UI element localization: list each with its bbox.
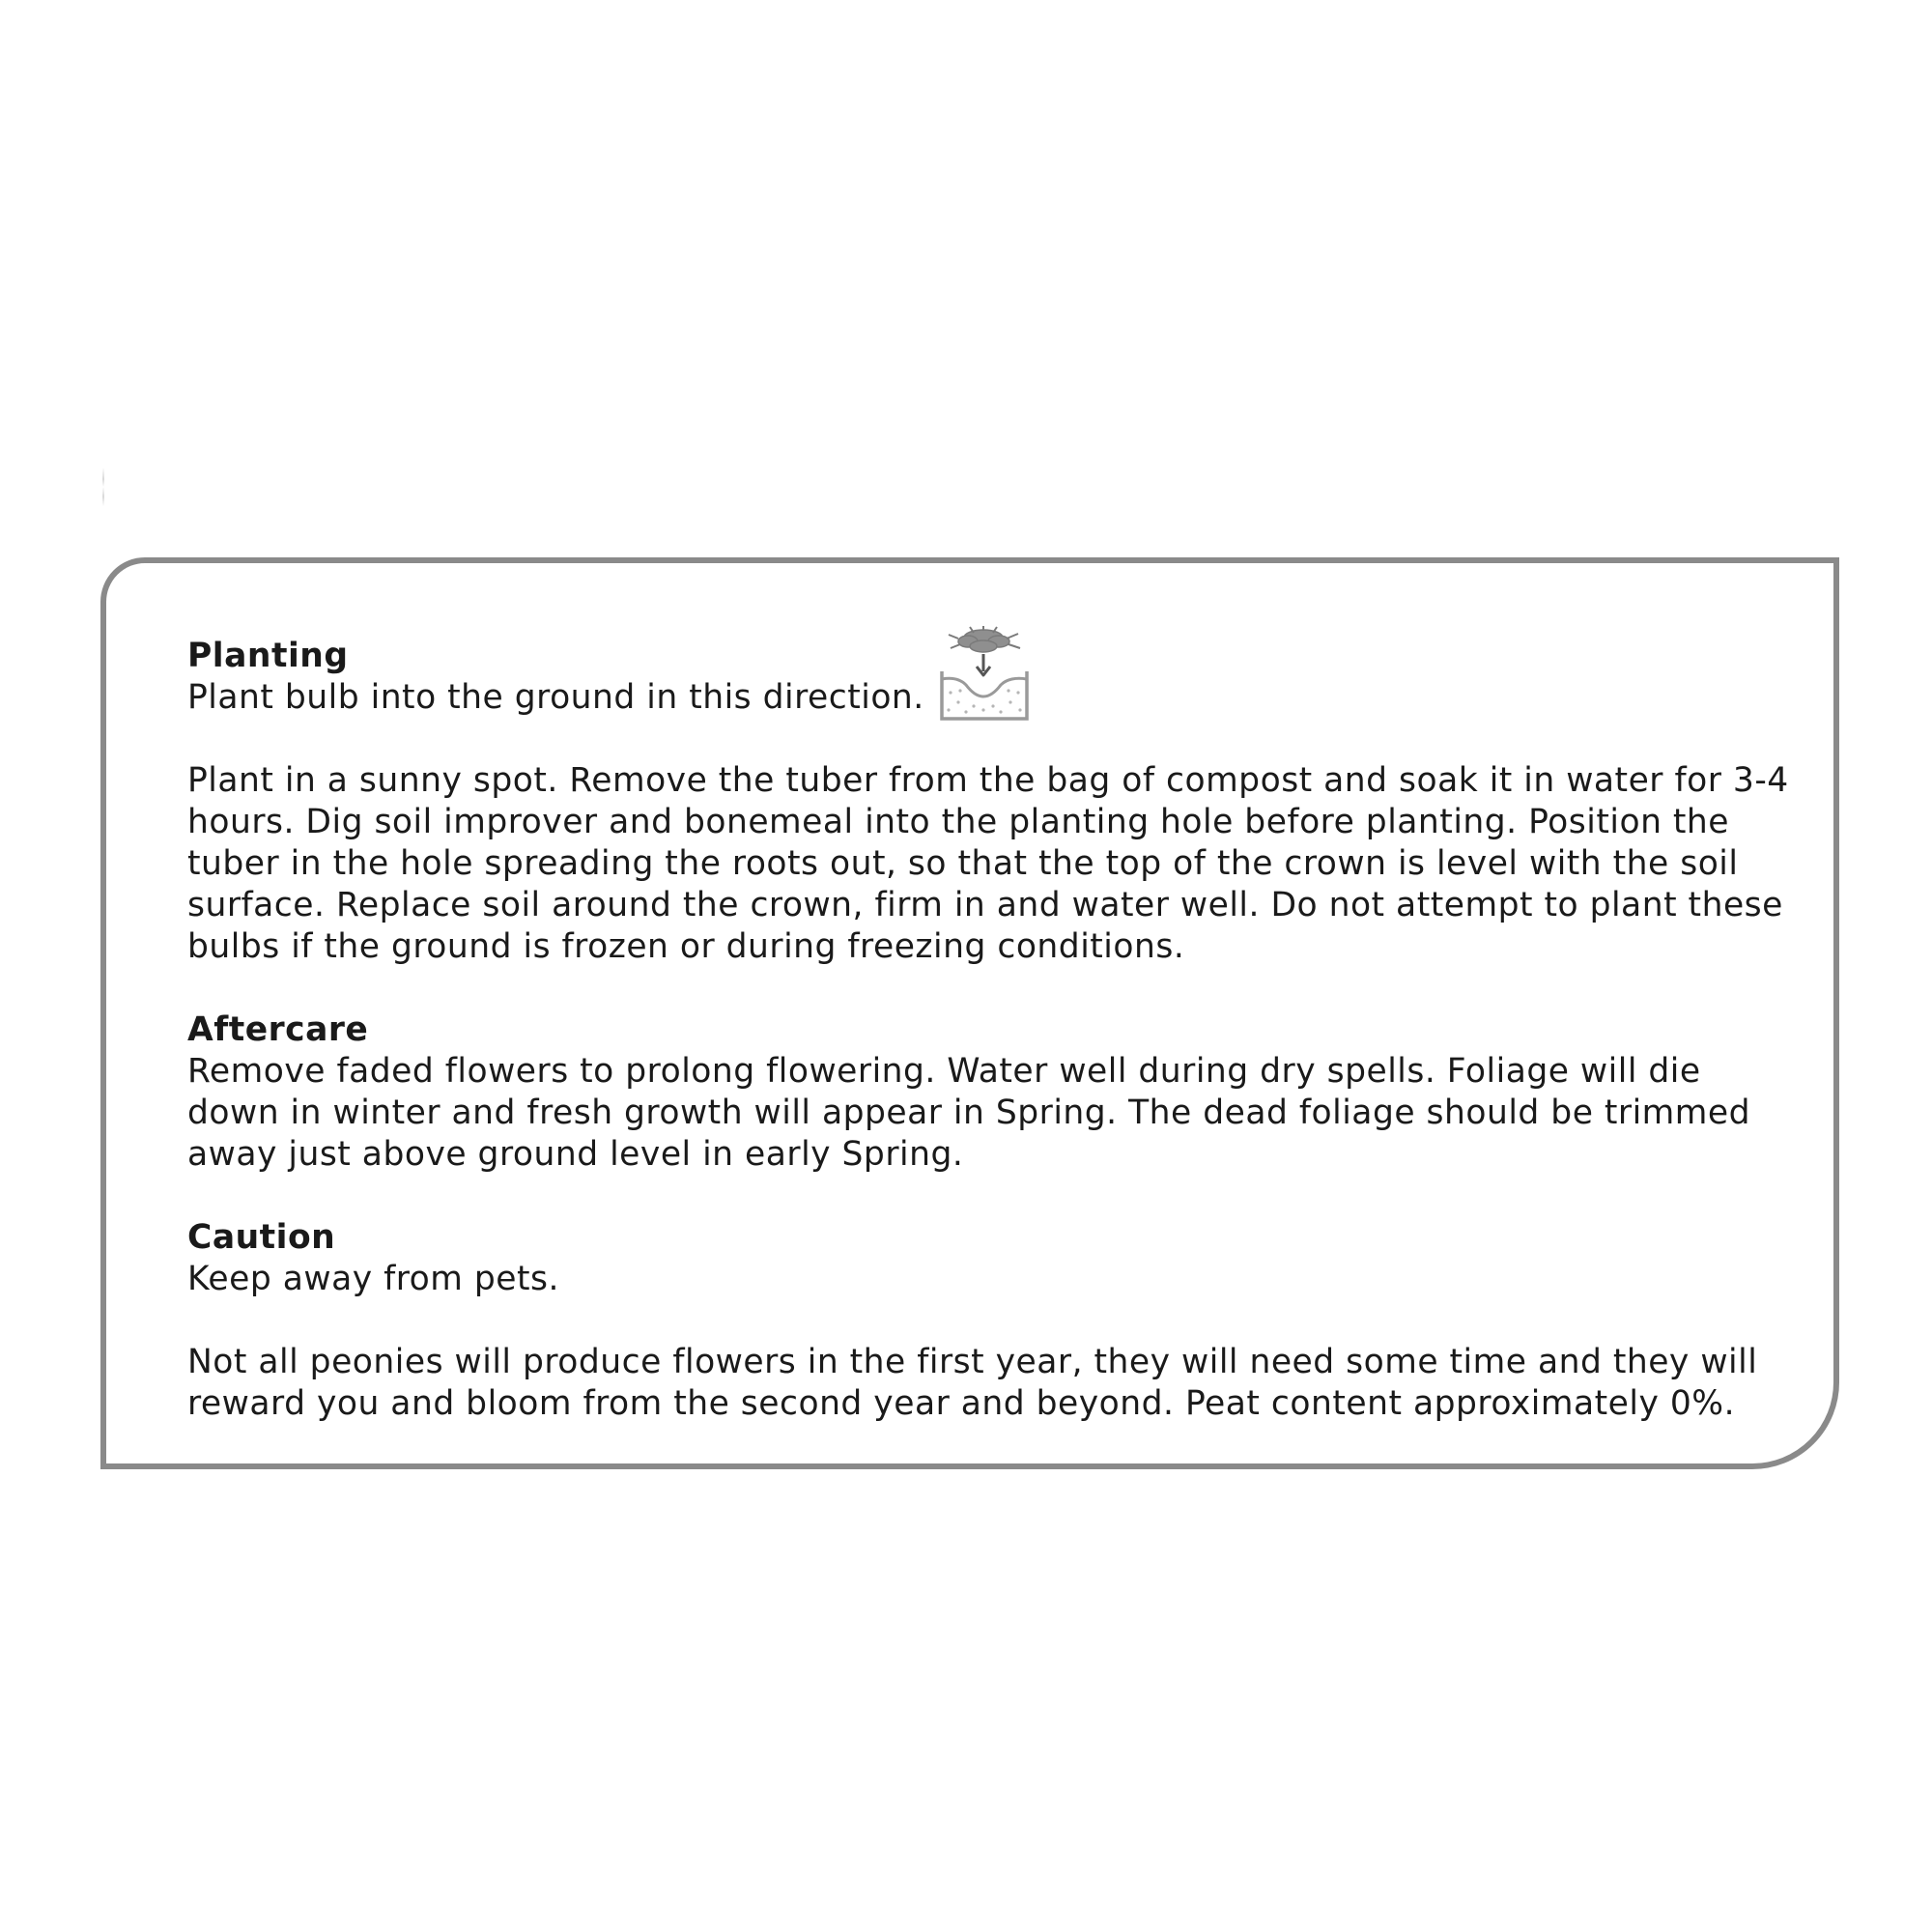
care-instructions-panel [100, 557, 1839, 1469]
flowering-note: Not all peonies will produce flowers in the first year, they will need some time and they will reward you and bloom from the second year and beyond. Peat content approximately 0%. [187, 1343, 1758, 1423]
caution-heading: Caution [187, 1218, 336, 1257]
panel-content [187, 636, 1791, 1425]
planting-direction-text: Plant bulb into the ground in this direction. [187, 678, 924, 717]
aftercare-text: Remove faded flowers to prolong flowering. Water well during dry spells. Foliage will die down in winter and fresh growth will appear in Spring. The dead foliage should be trimmed away just above ground level in early Spring. [187, 1052, 1751, 1174]
scan-mark [102, 468, 104, 506]
aftercare-heading: Aftercare [187, 1010, 369, 1049]
planting-heading: Planting [187, 637, 349, 675]
planting-direction-row [187, 677, 1791, 719]
caution-text: Keep away from pets. [187, 1260, 559, 1298]
bulb-planting-icon [939, 625, 1030, 722]
planting-instructions: Plant in a sunny spot. Remove the tuber from the bag of compost and soak it in water for 3-4 hours. Dig soil improver and bonemeal into the planting hole before planting. Position the tuber in the hole spreading the roots out, so that the top of the crown is level with the soil surface. Replace soil around the crown, firm in and water well. Do not attempt to plant these bulbs if the ground is frozen or during freezing conditions. [187, 761, 1789, 966]
